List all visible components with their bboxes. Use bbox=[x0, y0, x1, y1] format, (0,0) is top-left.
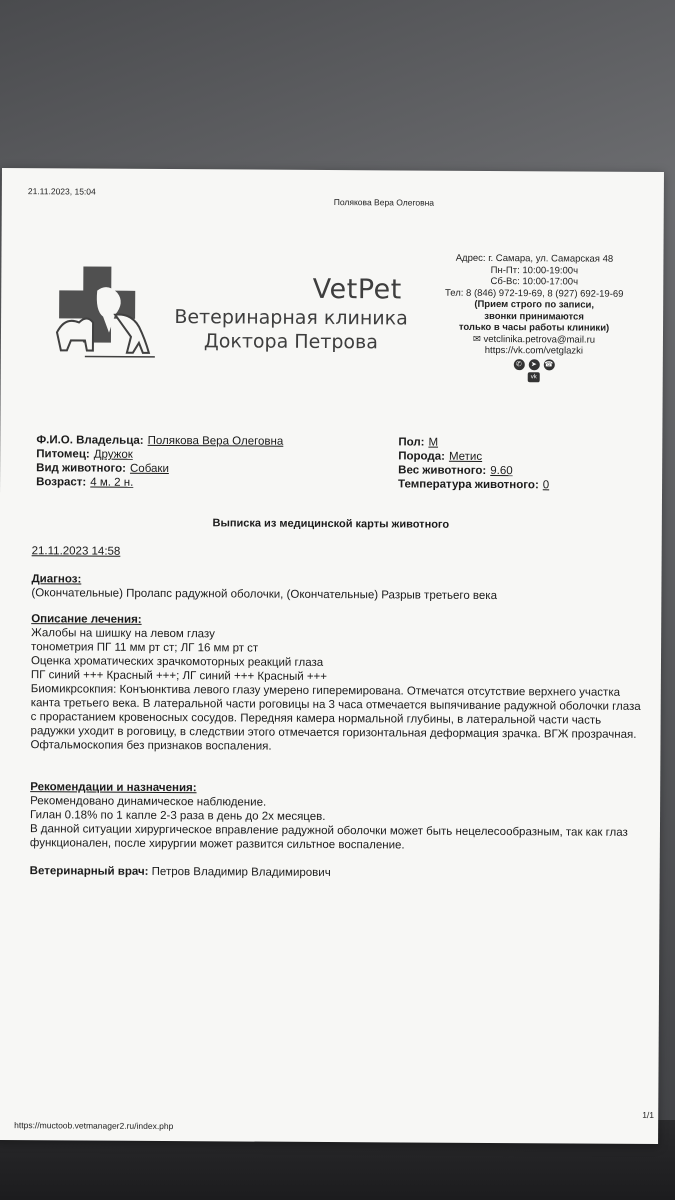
clinic-vk-url: https://vk.com/vetglazki bbox=[484, 344, 584, 357]
owner-value: Полякова Вера Олеговна bbox=[147, 434, 284, 448]
sex-field bbox=[398, 436, 438, 448]
vet-section bbox=[30, 864, 640, 882]
clinic-email: vetclinika.petrova@mail.ru bbox=[483, 333, 596, 346]
species-value: Собаки bbox=[129, 462, 169, 476]
treatment-line: Офтальмоскопия без признаков воспаления. bbox=[30, 739, 272, 753]
vet-label: Ветеринарный врач: bbox=[29, 865, 149, 878]
social-icons bbox=[429, 358, 639, 370]
footer-url: https://muctoob.vetmanager2.ru/index.php bbox=[14, 1120, 174, 1132]
document-page bbox=[0, 168, 664, 1144]
breed-field bbox=[398, 450, 482, 463]
breed-value: Метис bbox=[448, 450, 483, 463]
clinic-logo-icon bbox=[45, 260, 164, 363]
clinic-subtitle-line1: Ветеринарная клиника bbox=[174, 306, 408, 330]
clinic-notice-3: только в часы работы клиники) bbox=[458, 321, 610, 334]
document-title: Выписка из медицинской карты животного bbox=[212, 517, 450, 531]
recommendations-section bbox=[30, 780, 640, 854]
mail-icon: ✉ bbox=[472, 333, 481, 345]
visit-datetime bbox=[32, 544, 642, 562]
treatment-heading: Описание лечения: bbox=[31, 613, 142, 626]
diagnosis-text: (Окончательные) Пролапс радужной оболочки, (Окончательные) Разрыв третьего века bbox=[31, 587, 498, 603]
clinic-hours-weekdays: Пн-Пт: 10:00-19:00ч bbox=[490, 264, 579, 277]
clinic-contacts bbox=[429, 253, 640, 383]
temperature-label: Температура животного: bbox=[398, 478, 539, 492]
print-datetime: 21.11.2023, 15:04 bbox=[27, 186, 96, 197]
owner-label: Ф.И.О. Владельца: bbox=[36, 434, 144, 447]
print-owner-name: Полякова Вера Олеговна bbox=[333, 197, 435, 208]
diagnosis-section bbox=[31, 572, 641, 604]
weight-field bbox=[398, 464, 513, 477]
owner-field bbox=[36, 434, 283, 448]
sex-label: Пол: bbox=[398, 436, 425, 449]
species-label: Вид животного: bbox=[36, 462, 127, 475]
clinic-brand-name: VetPet bbox=[312, 273, 402, 306]
clinic-subtitle bbox=[171, 305, 411, 354]
weight-value: 9.60 bbox=[490, 464, 513, 478]
visit-datetime-value: 21.11.2023 14:58 bbox=[31, 545, 121, 558]
sex-value: М bbox=[428, 436, 439, 449]
diagnosis-heading: Диагноз: bbox=[31, 573, 82, 586]
recommendations-heading: Рекомендации и назначения: bbox=[30, 781, 197, 795]
treatment-line: ПГ синий +++ Красный +++; ЛГ синий +++ Красный +++ bbox=[30, 669, 328, 683]
temperature-field bbox=[398, 478, 549, 491]
pet-label: Питомец: bbox=[36, 448, 90, 461]
treatment-line: Жалобы на шишку на левом глазу bbox=[31, 627, 215, 641]
treatment-line: Оценка хроматических зрачкомоторных реакций глаза bbox=[30, 655, 324, 669]
clinic-phones: Тел: 8 (846) 972-19-69, 8 (927) 692-19-69 bbox=[444, 287, 624, 300]
vet-value: Петров Владимир Владимирович bbox=[151, 865, 331, 880]
telegram-icon: ➤ bbox=[528, 359, 539, 370]
temperature-value: 0 bbox=[542, 479, 550, 492]
species-field bbox=[36, 462, 169, 475]
treatment-biomicroscopy: Биомикрсокпия: Конъюнктива левого глазу умерено гиперемирована. Отмечатся отсутствие верхнего участка канта третьего века. В латеральной части роговицы на 3 часа отмечается выпячивание радужной оболочки глаза с прорастанием кровеносных сосудов. Передняя камера нормальной глубины, в латеральной части часть радужки уходит в роговицу, в следствии этого отмечается горизонтальная деформация зрачка. ВГЖ прозрачная. bbox=[30, 683, 641, 741]
pet-field bbox=[36, 448, 133, 461]
age-label: Возраст: bbox=[36, 476, 87, 489]
clinic-subtitle-line2: Доктора Петрова bbox=[203, 330, 378, 354]
recommendation-surgery-note: В данной ситуации хирургическое вправление радужной оболочки может быть нецелесообразным, так как глаз функционален, после хирургии может развится сильтное воспаление. bbox=[29, 823, 628, 852]
weight-label: Вес животного: bbox=[398, 464, 487, 477]
clinic-address: Адрес: г. Самара, ул. Самарская 48 bbox=[455, 252, 614, 265]
viber-icon: ☎ bbox=[543, 359, 554, 370]
recommendation-line: Гилан 0.18% по 1 капле 2-3 раза в день до 2х месяцев. bbox=[30, 809, 326, 823]
treatment-line: тонометрия ПГ 11 мм рт ст; ЛГ 16 мм рт ст bbox=[31, 641, 259, 655]
age-field bbox=[36, 476, 133, 489]
treatment-section bbox=[30, 612, 641, 756]
page-number: 1/1 bbox=[642, 1109, 655, 1121]
clinic-notice-2: звонки принимаются bbox=[484, 310, 584, 323]
age-value: 4 м. 2 н. bbox=[90, 476, 134, 489]
pet-value: Дружок bbox=[93, 448, 133, 461]
whatsapp-icon: ✆ bbox=[513, 359, 524, 370]
vk-icon: vk bbox=[528, 372, 540, 382]
recommendation-line: Рекомендовано динамическое наблюдение. bbox=[30, 795, 267, 809]
clinic-notice-1: (Прием строго по записи, bbox=[474, 298, 595, 311]
breed-label: Порода: bbox=[398, 450, 446, 463]
clinic-hours-weekend: Сб-Вс: 10:00-17:00ч bbox=[490, 275, 579, 288]
